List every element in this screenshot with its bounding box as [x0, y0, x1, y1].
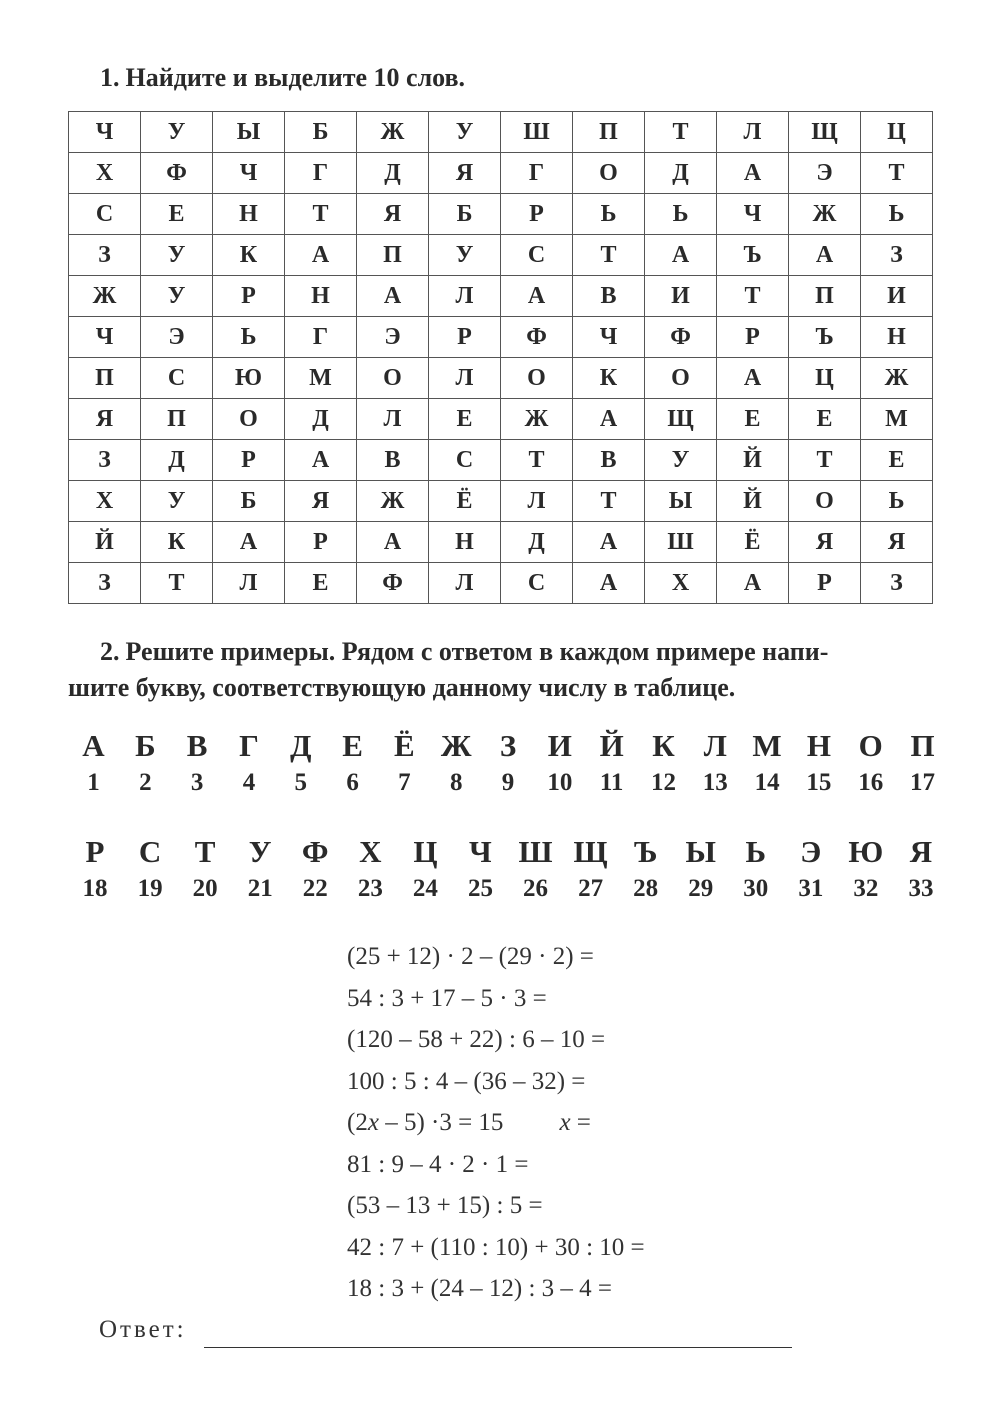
grid-cell[interactable]: Р [501, 194, 573, 235]
grid-cell[interactable]: А [285, 440, 357, 481]
grid-row [69, 399, 933, 440]
alphabet-number: 25 [467, 875, 493, 902]
grid-cell[interactable]: Т [501, 440, 573, 481]
example-1: (25 + 12) · 2 – (29 · 2) = [347, 943, 594, 970]
alphabet-cell [120, 728, 171, 798]
grid-cell[interactable]: З [69, 563, 141, 604]
grid-cell[interactable]: Н [213, 194, 285, 235]
grid-cell[interactable]: А [717, 563, 789, 604]
grid-cell[interactable]: Ь [861, 481, 933, 522]
alphabet-cell [233, 834, 287, 904]
alphabet-cell [68, 834, 122, 904]
grid-cell[interactable]: Ф [141, 153, 213, 194]
alphabet-letter: Г [239, 728, 259, 763]
grid-cell[interactable]: А [285, 235, 357, 276]
grid-cell[interactable]: Е [429, 399, 501, 440]
alphabet-number: 27 [578, 875, 604, 902]
grid-cell[interactable]: Р [213, 276, 285, 317]
grid-cell[interactable]: Щ [645, 399, 717, 440]
grid-cell[interactable]: П [141, 399, 213, 440]
alphabet-number: 17 [910, 769, 935, 796]
grid-cell[interactable]: Ч [717, 194, 789, 235]
alphabet-letter: О [858, 728, 883, 763]
alphabet-number: 28 [633, 875, 659, 902]
grid-cell[interactable]: Ч [213, 153, 285, 194]
grid-cell[interactable]: Ф [501, 317, 573, 358]
grid-cell[interactable]: Ж [861, 358, 933, 399]
alphabet-cell [178, 834, 232, 904]
alphabet-cell [534, 728, 585, 798]
alphabet-number: 14 [754, 769, 780, 796]
grid-cell[interactable]: У [429, 235, 501, 276]
grid-cell[interactable]: О [501, 358, 573, 399]
grid-cell[interactable]: Я [357, 194, 429, 235]
alphabet-letter: С [138, 834, 162, 869]
alphabet-letter: Н [806, 728, 831, 763]
alphabet-letter: Ф [301, 834, 329, 869]
alphabet-letter: Ч [469, 834, 492, 869]
grid-cell[interactable]: А [573, 522, 645, 563]
alphabet-cell [586, 728, 637, 798]
grid-cell[interactable]: Л [429, 358, 501, 399]
grid-cell[interactable]: К [573, 358, 645, 399]
alphabet-cell [793, 728, 844, 798]
grid-cell[interactable]: С [141, 358, 213, 399]
grid-row [69, 276, 933, 317]
alphabet-letter: Е [342, 728, 363, 763]
grid-cell[interactable]: Р [717, 317, 789, 358]
grid-cell[interactable]: Н [285, 276, 357, 317]
alphabet-cell [897, 728, 948, 798]
alphabet-letter: З [499, 728, 517, 763]
alphabet-number: 31 [798, 875, 824, 902]
alphabet-row-2 [68, 834, 948, 904]
answer-line[interactable] [204, 1347, 792, 1348]
alphabet-number: 5 [294, 769, 307, 796]
task-1-title [100, 62, 465, 94]
grid-cell[interactable]: Ь [573, 194, 645, 235]
grid-row [69, 153, 933, 194]
grid-cell[interactable]: Ж [501, 399, 573, 440]
grid-cell[interactable]: О [573, 153, 645, 194]
alphabet-number: 21 [247, 875, 273, 902]
grid-cell[interactable]: И [861, 276, 933, 317]
grid-cell[interactable]: Т [717, 276, 789, 317]
grid-cell[interactable]: Л [501, 481, 573, 522]
examples-list [347, 936, 645, 1310]
grid-cell[interactable]: Ц [789, 358, 861, 399]
alphabet-letter: Д [290, 728, 312, 763]
alphabet-cell [223, 728, 274, 798]
grid-cell[interactable]: А [717, 358, 789, 399]
grid-cell[interactable]: А [573, 399, 645, 440]
alphabet-number: 20 [192, 875, 218, 902]
alphabet-letter: У [248, 834, 272, 869]
alphabet-cell [674, 834, 728, 904]
grid-row [69, 317, 933, 358]
grid-cell[interactable]: Х [69, 481, 141, 522]
alphabet-cell [894, 834, 948, 904]
grid-cell[interactable]: Т [141, 563, 213, 604]
grid-cell[interactable]: Й [69, 522, 141, 563]
grid-cell[interactable]: Л [357, 399, 429, 440]
grid-cell[interactable]: Ч [69, 112, 141, 153]
grid-cell[interactable]: Ф [645, 317, 717, 358]
grid-cell[interactable]: Ь [861, 194, 933, 235]
grid-cell[interactable]: С [429, 440, 501, 481]
alphabet-number: 12 [650, 769, 676, 796]
alphabet-letter: И [547, 728, 572, 763]
grid-cell[interactable]: П [357, 235, 429, 276]
alphabet-cell [275, 728, 326, 798]
alphabet-letter: Ж [440, 728, 472, 763]
grid-cell[interactable]: Ф [357, 563, 429, 604]
grid-cell[interactable]: З [69, 440, 141, 481]
grid-cell[interactable]: Т [645, 112, 717, 153]
grid-cell[interactable]: Д [501, 522, 573, 563]
alphabet-number: 16 [858, 769, 884, 796]
answer-label: Ответ: [99, 1316, 187, 1343]
grid-cell[interactable]: Ъ [717, 235, 789, 276]
alphabet-number: 22 [302, 875, 328, 902]
grid-cell[interactable]: Р [429, 317, 501, 358]
grid-cell[interactable]: П [789, 276, 861, 317]
grid-cell[interactable]: Ш [501, 112, 573, 153]
alphabet-cell [619, 834, 673, 904]
grid-cell[interactable]: Т [789, 440, 861, 481]
grid-cell[interactable]: Е [717, 399, 789, 440]
alphabet-cell [483, 728, 534, 798]
alphabet-letter: Э [800, 834, 822, 869]
grid-cell[interactable]: Ж [69, 276, 141, 317]
alphabet-number: 9 [501, 769, 515, 796]
alphabet-number: 10 [547, 769, 573, 796]
grid-cell[interactable]: З [69, 235, 141, 276]
grid-cell[interactable]: Е [861, 440, 933, 481]
grid-row [69, 358, 933, 399]
alphabet-number: 26 [523, 875, 548, 902]
example-6: 81 : 9 – 4 · 2 · 1 = [347, 1150, 529, 1178]
grid-cell[interactable]: А [645, 235, 717, 276]
alphabet-number: 4 [242, 769, 256, 796]
alphabet-letter: Т [194, 834, 216, 869]
grid-cell[interactable]: Т [573, 481, 645, 522]
example-5-equation [347, 1102, 645, 1144]
task-2-title [100, 636, 828, 668]
grid-cell[interactable]: У [141, 235, 213, 276]
grid-cell[interactable]: А [213, 522, 285, 563]
alphabet-letter: Щ [573, 834, 608, 869]
grid-cell[interactable]: Х [69, 153, 141, 194]
grid-cell[interactable]: Д [357, 153, 429, 194]
grid-cell[interactable]: З [861, 563, 933, 604]
alphabet-cell [845, 728, 896, 798]
grid-cell[interactable]: У [645, 440, 717, 481]
alphabet-cell [431, 728, 482, 798]
grid-cell[interactable]: Е [141, 194, 213, 235]
alphabet-cell [398, 834, 452, 904]
grid-cell[interactable]: А [501, 276, 573, 317]
alphabet-cell [690, 728, 741, 798]
alphabet-letter: В [186, 728, 208, 763]
alphabet-cell [784, 834, 838, 904]
example-2: 54 : 3 + 17 – 5 · 3 = [347, 984, 547, 1012]
grid-cell[interactable]: У [429, 112, 501, 153]
task-1-text: Найдите и выделите 10 слов. [125, 63, 466, 92]
grid-cell[interactable]: Б [213, 481, 285, 522]
alphabet-cell [638, 728, 689, 798]
grid-cell[interactable]: С [501, 563, 573, 604]
alphabet-letter: Ю [848, 834, 884, 869]
grid-cell[interactable]: Х [645, 563, 717, 604]
grid-cell[interactable]: Т [573, 235, 645, 276]
grid-cell[interactable]: З [861, 235, 933, 276]
alphabet-row-1 [68, 728, 948, 798]
grid-cell[interactable]: В [573, 440, 645, 481]
grid-cell[interactable]: Г [501, 153, 573, 194]
grid-cell[interactable]: Е [285, 563, 357, 604]
grid-cell[interactable]: Н [861, 317, 933, 358]
grid-cell[interactable]: Ё [717, 522, 789, 563]
alphabet-number: 19 [137, 875, 163, 902]
grid-cell[interactable]: Я [429, 153, 501, 194]
grid-row [69, 440, 933, 481]
grid-cell[interactable]: Г [285, 153, 357, 194]
alphabet-cell [729, 834, 783, 904]
grid-cell[interactable]: Й [717, 481, 789, 522]
alphabet-cell [68, 728, 119, 798]
grid-cell[interactable]: И [645, 276, 717, 317]
grid-cell[interactable]: Р [789, 563, 861, 604]
grid-cell[interactable]: О [213, 399, 285, 440]
grid-cell[interactable]: Ч [573, 317, 645, 358]
alphabet-cell [839, 834, 893, 904]
grid-cell[interactable]: А [573, 563, 645, 604]
alphabet-number: 3 [190, 769, 204, 796]
grid-cell[interactable]: Б [429, 194, 501, 235]
grid-cell[interactable]: Д [141, 440, 213, 481]
alphabet-number: 13 [702, 769, 728, 796]
alphabet-letter: П [910, 728, 935, 763]
alphabet-number: 30 [743, 875, 769, 902]
alphabet-number: 6 [346, 769, 359, 796]
alphabet-cell [172, 728, 223, 798]
word-search-grid [68, 111, 933, 604]
task-2-line1: Решите примеры. Рядом с ответом в каждом примере напи- [125, 637, 829, 666]
grid-cell[interactable]: Я [861, 522, 933, 563]
grid-row [69, 235, 933, 276]
grid-cell[interactable]: К [141, 522, 213, 563]
grid-cell[interactable]: Й [717, 440, 789, 481]
task-2-line2: шите букву, соответствующую данному числу в таблице. [68, 673, 736, 702]
alphabet-number: 2 [139, 769, 152, 796]
grid-cell[interactable]: Д [285, 399, 357, 440]
grid-cell[interactable]: Ё [429, 481, 501, 522]
alphabet-cell [453, 834, 507, 904]
alphabet-number: 33 [908, 875, 934, 902]
alphabet-letter: Ы [685, 834, 716, 869]
grid-row [69, 563, 933, 604]
grid-cell[interactable]: Ш [645, 522, 717, 563]
grid-cell[interactable]: М [285, 358, 357, 399]
grid-cell[interactable]: Я [69, 399, 141, 440]
alphabet-letter: Ь [745, 834, 766, 869]
alphabet-letter: Р [85, 834, 105, 869]
grid-cell[interactable]: Ь [645, 194, 717, 235]
grid-cell[interactable]: П [573, 112, 645, 153]
grid-cell[interactable]: Э [789, 153, 861, 194]
grid-row [69, 481, 933, 522]
grid-cell[interactable]: Я [789, 522, 861, 563]
example-7: (53 – 13 + 15) : 5 = [347, 1192, 543, 1219]
alphabet-letter: Ш [518, 834, 553, 869]
grid-cell[interactable]: Т [861, 153, 933, 194]
alphabet-cell [742, 728, 793, 798]
alphabet-letter: Л [703, 728, 727, 763]
grid-cell[interactable]: Ю [213, 358, 285, 399]
alphabet-letter: Б [135, 728, 156, 763]
grid-row [69, 522, 933, 563]
grid-cell[interactable]: У [141, 481, 213, 522]
grid-cell[interactable]: Г [285, 317, 357, 358]
grid-cell[interactable]: Р [285, 522, 357, 563]
example-4: 100 : 5 : 4 – (36 – 32) = [347, 1067, 586, 1095]
alphabet-letter: Х [359, 834, 382, 869]
alphabet-number: 29 [688, 875, 714, 902]
alphabet-number: 15 [806, 769, 832, 796]
grid-cell[interactable]: Т [285, 194, 357, 235]
grid-cell[interactable]: Э [357, 317, 429, 358]
grid-cell[interactable]: Щ [789, 112, 861, 153]
alphabet-number: 23 [357, 875, 383, 902]
grid-cell[interactable]: Р [213, 440, 285, 481]
alphabet-number: 7 [398, 769, 411, 796]
alphabet-cell [288, 834, 342, 904]
alphabet-number: 24 [412, 875, 438, 902]
grid-cell[interactable]: О [645, 358, 717, 399]
alphabet-letter: А [82, 728, 105, 763]
grid-cell[interactable]: Ы [645, 481, 717, 522]
alphabet-cell [327, 728, 378, 798]
alphabet-cell [509, 834, 563, 904]
alphabet-number: 18 [82, 875, 108, 902]
grid-cell[interactable]: Ц [861, 112, 933, 153]
alphabet-letter: Ъ [633, 834, 658, 869]
grid-cell[interactable]: Я [285, 481, 357, 522]
grid-cell[interactable]: Н [429, 522, 501, 563]
alphabet-letter: К [652, 728, 675, 763]
alphabet-cell [564, 834, 618, 904]
equation-text: (2x – 5) ·3 = 15 [347, 1109, 504, 1136]
grid-cell[interactable]: В [573, 276, 645, 317]
alphabet-cell [123, 834, 177, 904]
grid-cell[interactable]: С [501, 235, 573, 276]
alphabet-number: 1 [87, 769, 100, 796]
alphabet-letter: Й [599, 728, 624, 763]
alphabet-letter: Я [909, 834, 933, 869]
alphabet-number: 11 [599, 769, 624, 796]
grid-cell[interactable]: Э [141, 317, 213, 358]
grid-cell[interactable]: Е [789, 399, 861, 440]
grid-cell[interactable]: П [69, 358, 141, 399]
grid-cell[interactable]: М [861, 399, 933, 440]
grid-cell[interactable]: С [69, 194, 141, 235]
alphabet-cell [379, 728, 430, 798]
grid-cell[interactable]: О [357, 358, 429, 399]
grid-cell[interactable]: Б [285, 112, 357, 153]
grid-cell[interactable]: А [717, 153, 789, 194]
task-2-number: 2. [100, 637, 120, 666]
alphabet-number: 8 [449, 769, 463, 796]
example-9: 18 : 3 + (24 – 12) : 3 – 4 = [347, 1275, 612, 1302]
grid-cell[interactable]: Л [717, 112, 789, 153]
grid-cell[interactable]: Ж [789, 194, 861, 235]
alphabet-letter: М [752, 728, 782, 763]
alphabet-letter: Ц [413, 834, 438, 869]
grid-cell[interactable]: А [357, 276, 429, 317]
grid-cell[interactable]: У [141, 276, 213, 317]
grid-cell[interactable]: Ж [357, 112, 429, 153]
grid-cell[interactable]: Ы [213, 112, 285, 153]
grid-cell[interactable]: А [789, 235, 861, 276]
grid-cell[interactable]: Л [213, 563, 285, 604]
grid-cell[interactable]: Ч [69, 317, 141, 358]
grid-cell[interactable]: Л [429, 276, 501, 317]
grid-cell[interactable]: О [789, 481, 861, 522]
grid-cell[interactable]: Ъ [789, 317, 861, 358]
equation-x-answer: x = [559, 1109, 591, 1136]
grid-cell[interactable]: Д [645, 153, 717, 194]
task-1-number: 1. [100, 63, 120, 92]
alphabet-number: 32 [853, 875, 879, 902]
example-8: 42 : 7 + (110 : 10) + 30 : 10 = [347, 1233, 645, 1261]
alphabet-letter: Ё [394, 728, 415, 763]
grid-cell[interactable]: Ж [357, 481, 429, 522]
example-3: (120 – 58 + 22) : 6 – 10 = [347, 1026, 606, 1053]
grid-cell[interactable]: У [141, 112, 213, 153]
grid-row [69, 112, 933, 153]
grid-cell[interactable]: В [357, 440, 429, 481]
grid-cell[interactable]: К [213, 235, 285, 276]
alphabet-cell [343, 834, 397, 904]
grid-cell[interactable]: А [357, 522, 429, 563]
grid-cell[interactable]: Л [429, 563, 501, 604]
grid-row [69, 194, 933, 235]
grid-cell[interactable]: Ь [213, 317, 285, 358]
